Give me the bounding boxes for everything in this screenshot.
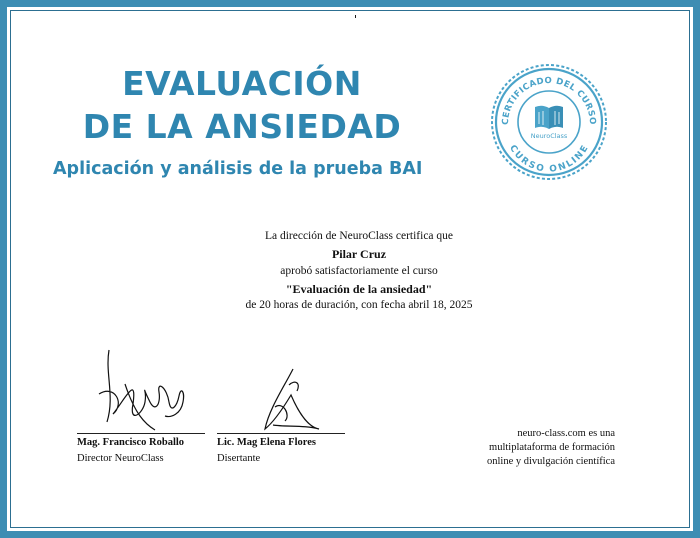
top-tick-mark <box>355 15 356 18</box>
title-line-2: DE LA ANSIEDAD <box>82 107 402 146</box>
title-line-1: EVALUACIÓN <box>122 64 362 103</box>
platform-note-line-3: online y divulgación científica <box>487 456 615 467</box>
signature-roballo <box>85 344 195 434</box>
platform-note <box>487 427 615 469</box>
certificate-paper <box>7 7 693 531</box>
course-name: "Evaluación de la ansiedad" <box>285 282 433 296</box>
signer-2-role: Disertante <box>217 453 261 464</box>
subtitle: Aplicación y análisis de la prueba BAI <box>53 159 423 179</box>
seal-brand: NeuroClass <box>530 132 568 140</box>
platform-note-line-1: neuro-class.com es una <box>517 428 615 439</box>
student-name: Pilar Cruz <box>331 247 387 261</box>
signer-1-name: Mag. Francisco Roballo <box>77 437 185 448</box>
signature-line-1 <box>77 433 205 434</box>
signature-line-2 <box>217 433 345 434</box>
seal-bottom-text: CURSO ONLINE <box>507 143 591 175</box>
certifies-text: La dirección de NeuroClass certifica que <box>264 230 454 242</box>
course-seal <box>489 62 609 182</box>
signature-flores <box>245 365 335 437</box>
seal-top-text: CERTIFICADO DEL CURSO <box>500 75 598 126</box>
platform-note-line-2: multiplataforma de formación <box>489 442 615 453</box>
book-icon <box>535 106 563 129</box>
signer-2-name: Lic. Mag Elena Flores <box>217 437 316 448</box>
signer-1-role: Director NeuroClass <box>77 453 164 464</box>
duration-date-text: de 20 horas de duración, con fecha abril 18, 2025 <box>245 299 473 311</box>
approved-text: aprobó satisfactoriamente el curso <box>280 265 438 277</box>
